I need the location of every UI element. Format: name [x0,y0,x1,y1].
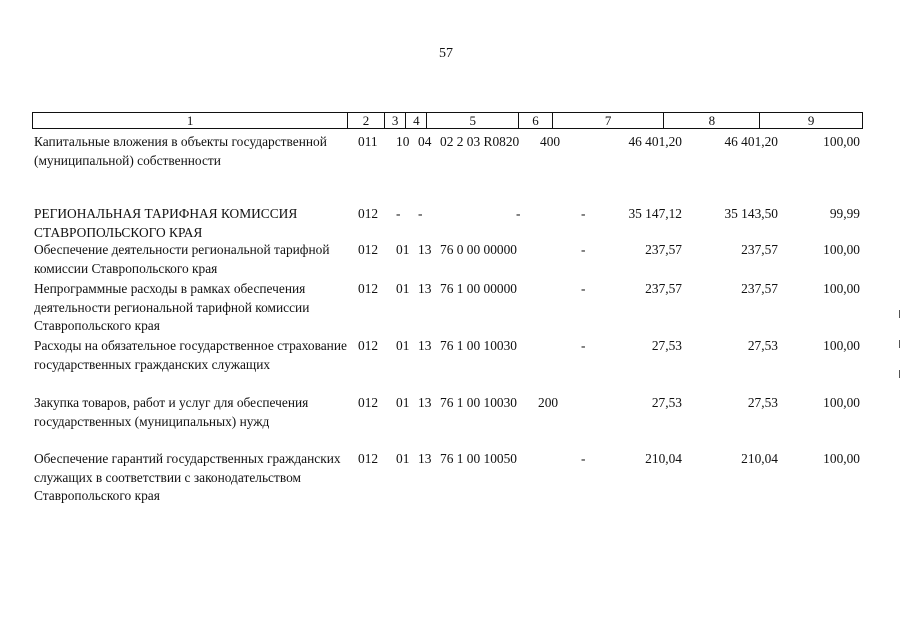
row-section-code: 01 [396,281,410,296]
row-ministry-code: 012 [358,338,379,353]
header-col-6: 6 [518,113,552,128]
row-percent: 100,00 [823,134,860,149]
row-amount-executed: 27,53 [747,395,778,410]
row-subsection-code: 04 [418,134,432,149]
row-amount-executed: 27,53 [747,338,778,353]
row-expense-type: - [581,451,586,466]
row-name: Обеспечение деятельности региональной тарифной комиссии Ставропольского края [34,242,330,276]
row-amount-planned: 237,57 [645,281,682,296]
row-target-code: - [516,206,521,221]
row-ministry-code: 012 [358,242,379,257]
row-section-code: 01 [396,242,410,257]
row-subsection-code: 13 [418,242,432,257]
row-name: Обеспечение гарантий государственных гражданских служащих в соответствии с законодательством Ставропольского края [34,451,341,504]
row-section-code: 01 [396,395,410,410]
row-ministry-code: 011 [358,134,378,149]
row-target-code: 76 1 00 10030 [440,338,517,353]
row-expense-type: 200 [538,395,559,410]
header-col-8: 8 [663,113,759,128]
row-amount-executed: 46 401,20 [724,134,778,149]
row-expense-type: - [581,242,586,257]
row-target-code: 76 0 00 00000 [440,242,517,257]
row-subsection-code: 13 [418,281,432,296]
row-subsection-code: 13 [418,451,432,466]
row-target-code: 02 2 03 R0820 [440,134,520,149]
row-name: Капитальные вложения в объекты государственной (муниципальной) собственности [34,134,327,168]
row-percent: 99,99 [829,206,860,221]
header-col-2: 2 [347,113,384,128]
row-amount-planned: 27,53 [651,338,682,353]
row-expense-type: - [581,206,586,221]
row-expense-type: - [581,338,586,353]
row-name: РЕГИОНАЛЬНАЯ ТАРИФНАЯ КОМИССИЯ СТАВРОПОЛЬСКОГО КРАЯ [34,206,298,240]
row-percent: 100,00 [823,338,860,353]
row-percent: 100,00 [823,395,860,410]
row-amount-planned: 210,04 [645,451,682,466]
row-target-code: 76 1 00 00000 [440,281,517,296]
row-amount-executed: 210,04 [741,451,778,466]
row-section-code: 01 [396,451,410,466]
row-amount-planned: 27,53 [651,395,682,410]
row-amount-executed: 35 143,50 [724,206,778,221]
row-subsection-code: - [418,206,423,221]
row-subsection-code: 13 [418,395,432,410]
row-ministry-code: 012 [358,395,379,410]
row-expense-type: 400 [540,134,561,149]
row-amount-planned: 46 401,20 [628,134,682,149]
row-target-code: 76 1 00 10050 [440,451,517,466]
row-name: Закупка товаров, работ и услуг для обеспечения государственных (муниципальных) нужд [34,395,309,429]
row-ministry-code: 012 [358,451,379,466]
row-amount-executed: 237,57 [741,281,778,296]
row-ministry-code: 012 [358,281,379,296]
header-col-9: 9 [759,113,862,128]
row-percent: 100,00 [823,451,860,466]
row-target-code: 76 1 00 10030 [440,395,517,410]
row-section-code: 01 [396,338,410,353]
header-col-4: 4 [405,113,426,128]
row-subsection-code: 13 [418,338,432,353]
scan-edge-marks [899,310,901,400]
row-amount-planned: 237,57 [645,242,682,257]
row-name: Расходы на обязательное государственное страхование государственных гражданских служащих [34,338,347,372]
row-name: Непрограммные расходы в рамках обеспечения деятельности региональной тарифной комиссии Ставропольского края [34,281,310,334]
row-section-code: 10 [396,134,410,149]
row-percent: 100,00 [823,242,860,257]
row-percent: 100,00 [823,281,860,296]
header-col-7: 7 [552,113,664,128]
row-ministry-code: 012 [358,206,379,221]
page-number: 57 [439,46,453,61]
table-header [32,112,863,129]
header-col-5: 5 [426,113,518,128]
header-col-1: 1 [186,113,194,128]
row-section-code: - [396,206,401,221]
row-amount-planned: 35 147,12 [628,206,682,221]
row-expense-type: - [581,281,586,296]
header-col-3: 3 [384,113,406,128]
row-amount-executed: 237,57 [741,242,778,257]
